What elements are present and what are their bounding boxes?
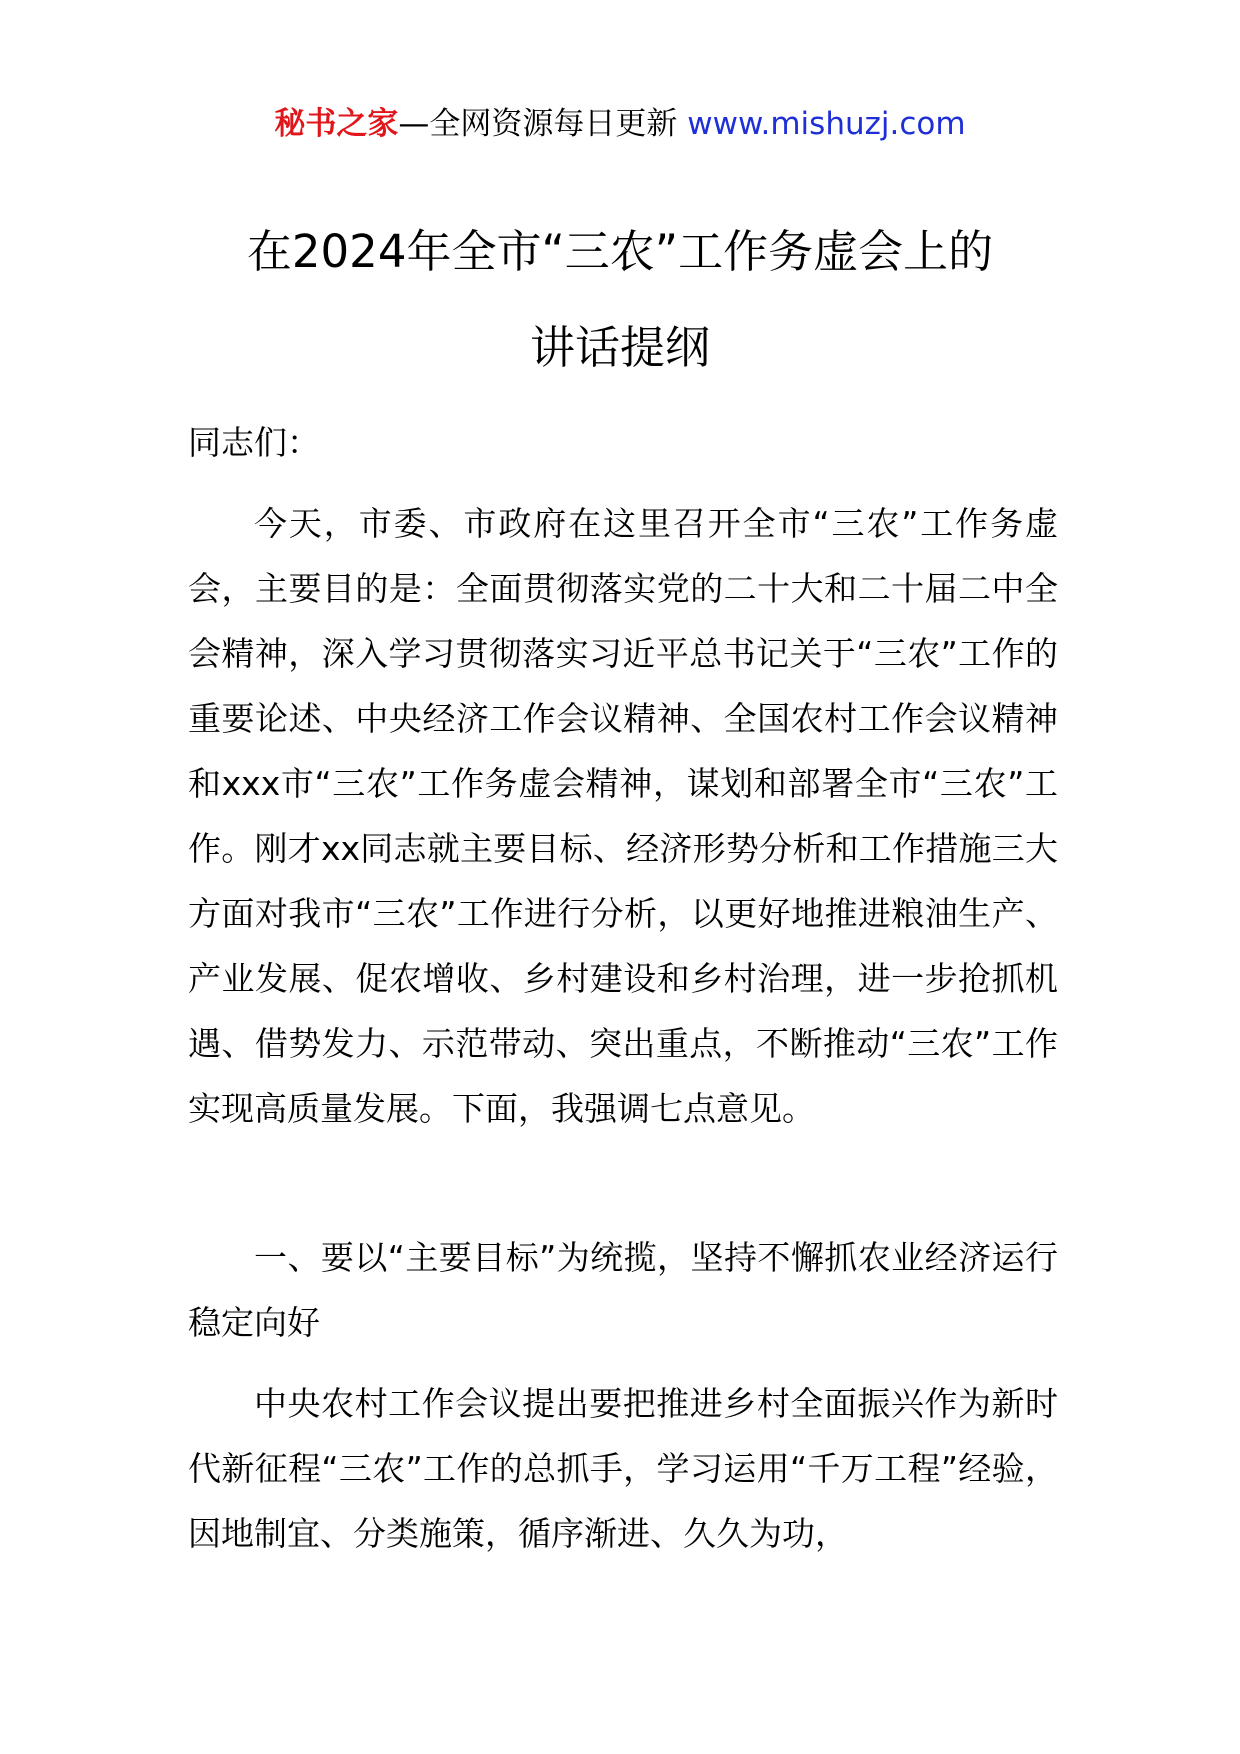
- document-title-line-2: 讲话提纲: [529, 321, 710, 374]
- body-paragraph-1: 今天，市委、市政府在这里召开全市“三农”工作务虚会，主要目的是：全面贯彻落实党的二十大和二十届二中全会精神，深入学习贯彻落实习近平总书记关于“三农”工作的重要论述、中央经济工作会议精神、全国农村工作会议精神和xxx市“三农”工作务虚会精神，谋划和部署全市“三农”工作。刚才xx同志就主要目标、经济形势分析和工作措施三大方面对我市“三农”工作进行分析，以更好地推进粮油生产、产业发展、促农增收、乡村建设和乡村治理，进一步抢抓机遇、借势发力、示范带动、突出重点，不断推动“三农”工作实现高质量发展。下面，我强调七点意见。: [188, 504, 1058, 1128]
- site-url[interactable]: www.mishuzj.com: [687, 106, 966, 142]
- salutation: 同志们：: [188, 423, 320, 462]
- brand-name: 秘书之家: [274, 106, 399, 142]
- section-heading-1: 一、要以“主要目标”为统揽，坚持不懈抓农业经济运行稳定向好: [188, 1238, 1058, 1342]
- header-tagline: —全网资源每日更新: [398, 106, 678, 142]
- body-paragraph-2: 中央农村工作会议提出要把推进乡村全面振兴作为新时代新征程“三农”工作的总抓手，学习运用“千万工程”经验，因地制宜、分类施策，循序渐进、久久为功，: [188, 1384, 1058, 1553]
- site-header: [0, 100, 1240, 148]
- document-title-line-1: 在2024年全市“三农”工作务虚会上的: [246, 225, 994, 278]
